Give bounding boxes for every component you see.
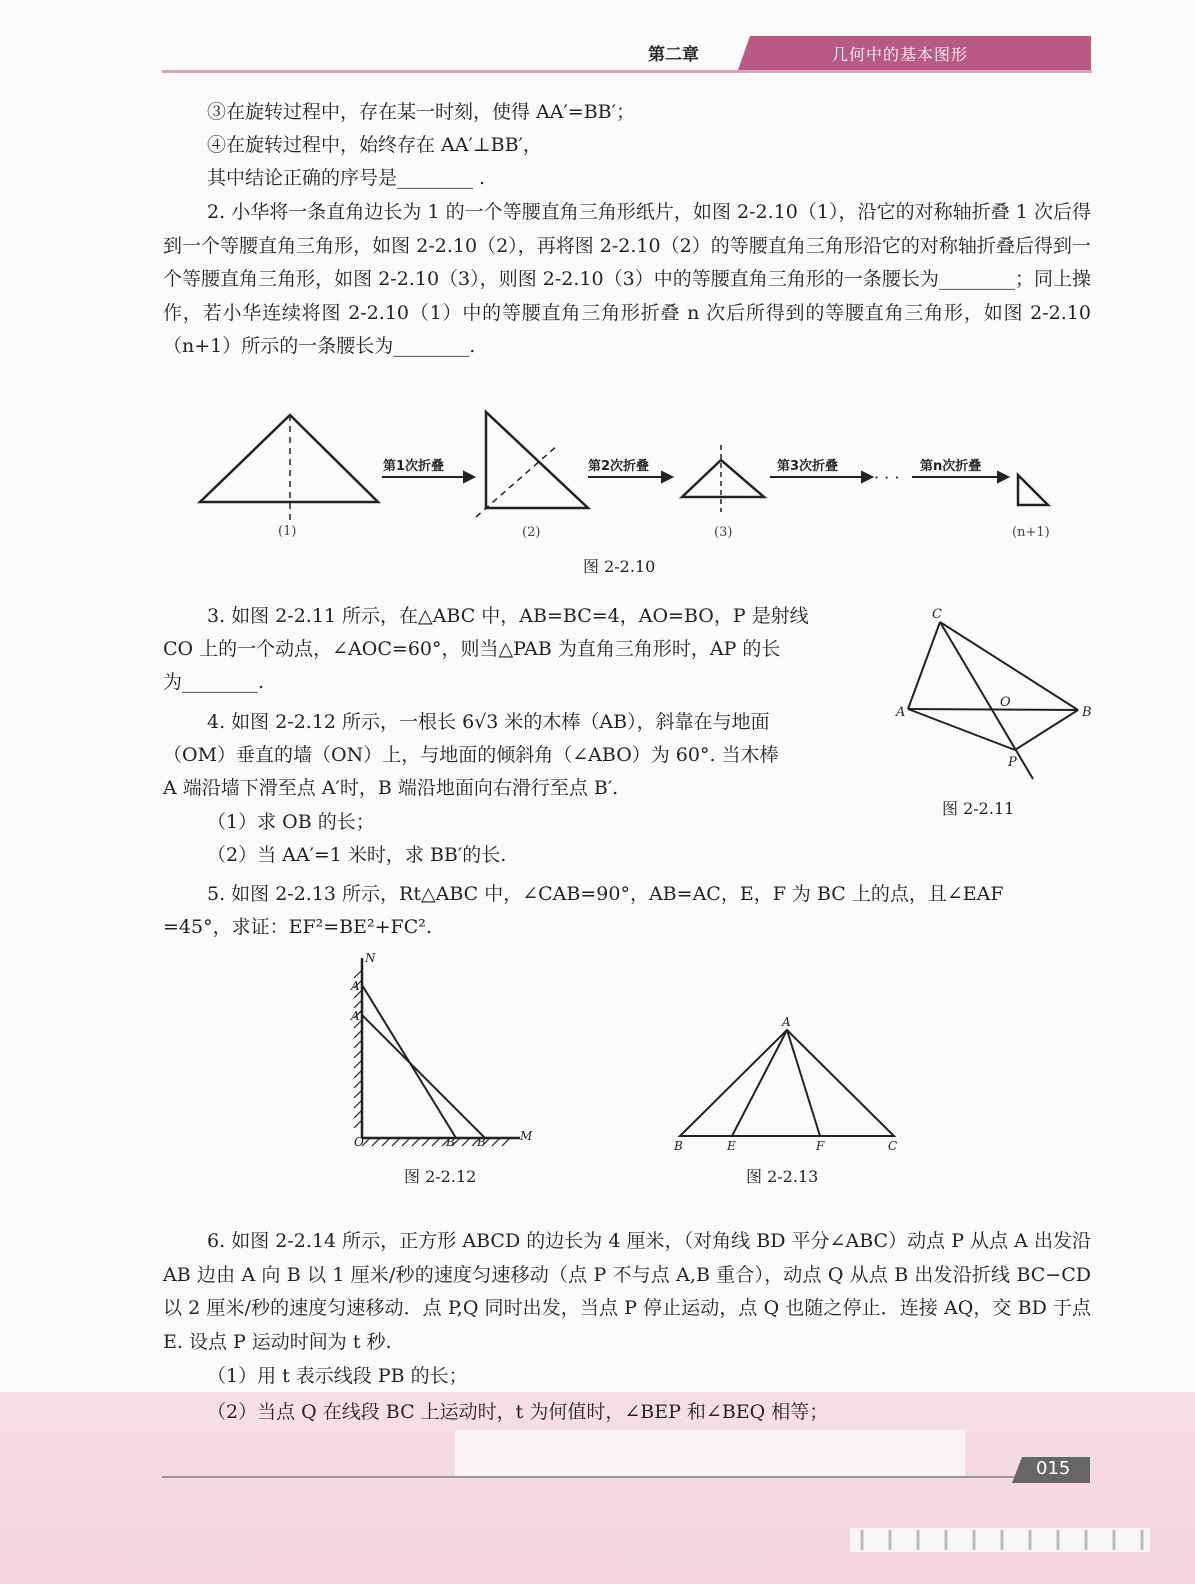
label-A: A [351,979,360,993]
section-title: 几何中的基本图形 [832,45,969,64]
label-P: P [1008,755,1017,770]
caption-2-2-11: 图 2-2.11 [942,799,1015,818]
footer-divider [162,1476,1022,1478]
label-F: F [816,1139,825,1153]
label-A: A [896,705,906,720]
page-number: 015 [1036,1458,1071,1479]
question-6: 6. 如图 2-2.14 所示，正方形 ABCD 的边长为 4 厘米，（对角线 BD 平分∠ABC）动点 P 从点 A 出发沿 AB 边由 A 向 B 以 1 厘米/秒的速度匀速移动（点 P 不与点 A,B 重合），动点 Q 从点 B 出发沿折线 BC−CD 以 2 厘米/秒的速度匀速移动．点 P,Q 同时出发，当点 P 停止运动，点 Q 也随之停止．连接 AQ，交 BD 于点 E. 设点 P 运动时间为 t 秒. [163,1230,1091,1353]
caption-2-2-10: 图 2-2.10 [583,557,656,576]
scan-artifact-strip [850,1525,1160,1555]
statement-3: ③在旋转过程中，存在某一时刻，使得 AA′=BB′； [207,101,635,123]
sub-label-n: (n+1) [1012,525,1050,540]
question-6-part1: （1）用 t 表示线段 PB 的长； [207,1365,468,1387]
question-3-line1: 3. 如图 2-2.11 所示，在△ABC 中，AB=BC=4，AO=BO，P 是射线 [207,605,809,627]
figure-2-2-10 [190,405,1070,550]
label-A-prime: A′ [351,1009,363,1023]
question-4-part1: （1）求 OB 的长； [207,811,375,833]
label-A: A [782,1015,791,1029]
highlight-patch [455,1430,965,1478]
question-5-line1: 5. 如图 2-2.13 所示，Rt△ABC 中，∠CAB=90°，AB=AC，E，F 为 BC 上的点，且∠EAF [207,883,1004,905]
answer-prompt: 其中结论正确的序号是________ . [207,167,486,189]
sub-label-1: (1) [278,524,297,539]
caption-2-2-13: 图 2-2.13 [746,1167,819,1186]
arrow-label-3: 第3次折叠 [777,459,839,474]
question-5-line2: =45°，求证：EF²=BE²+FC². [163,916,432,938]
caption-2-2-12: 图 2-2.12 [404,1167,477,1186]
figure-2-2-12 [340,950,540,1150]
statement-4: ④在旋转过程中，始终存在 AA′⊥BB′， [207,134,542,156]
label-B: B [674,1139,683,1153]
label-B: B [446,1135,455,1149]
question-2: 2. 小华将一条直角边长为 1 的一个等腰直角三角形纸片，如图 2-2.10（1），沿它的对称轴折叠 1 次后得到一个等腰直角三角形，如图 2-2.10（2），再将图 2-2.10（2）的等腰直角三角形沿它的对称轴折叠后得到一个等腰直角三角形，如图 2-2.10（3），则图 2-2.10（3）中的等腰直角三角形的一条腰长为________；同上操作，若小华连续将图 2-2.10（1）中的等腰直角三角形折叠 n 次后所得到的等腰直角三角形，如图 2-2.10（n+1）所示的一条腰长为________. [163,201,1091,357]
label-C: C [932,607,942,622]
chapter-label: 第二章 [648,45,699,65]
arrow-label-2: 第2次折叠 [588,459,650,474]
label-E: E [727,1139,736,1153]
label-O: O [1000,695,1011,710]
question-4-line3: A 端沿墙下滑至点 A′时，B 端沿地面向右滑行至点 B′. [163,777,619,799]
figure-2-2-13 [670,1010,910,1155]
sub-label-3: (3) [714,525,733,540]
question-4-line1: 4. 如图 2-2.12 所示，一根长 6√3 米的木棒（AB），斜靠在与地面 [207,711,770,733]
sub-label-2: (2) [522,525,541,540]
label-O: O [354,1135,364,1149]
arrow-label-n: 第n次折叠 [920,459,982,474]
label-B-prime: B′ [477,1135,489,1149]
header-divider [162,70,1092,73]
figure-2-2-11 [895,602,1095,787]
label-M: M [520,1129,533,1143]
question-3-line3: 为________. [163,671,265,693]
label-N: N [365,951,376,965]
arrow-label-1: 第1次折叠 [383,459,445,474]
question-4-part2: （2）当 AA′=1 米时，求 BB′的长. [207,844,507,866]
question-6-part2: （2）当点 Q 在线段 BC 上运动时，t 为何值时，∠BEP 和∠BEQ 相等； [207,1401,829,1423]
label-B: B [1082,705,1092,720]
question-3-line2: CO 上的一个动点，∠AOC=60°，则当△PAB 为直角三角形时，AP 的长 [163,638,781,660]
ellipsis: · · · [874,468,900,487]
question-4-line2: （OM）垂直的墙（ON）上，与地面的倾斜角（∠ABO）为 60°. 当木棒 [163,744,779,766]
label-C: C [888,1139,898,1153]
